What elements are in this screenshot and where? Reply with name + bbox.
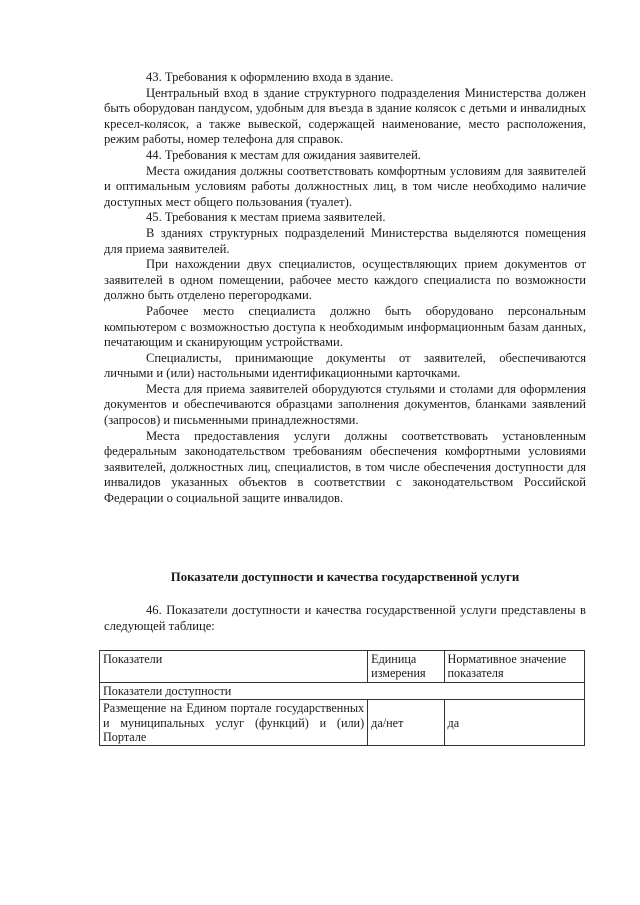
paragraph-45-accessibility: Места предоставления услуги должны соответствовать установленным федеральным законодательством требованиям обеспечения комфортными условиями заявителей, должностных лиц, специалистов, в том числе обеспечения доступности для инвалидов указанных объектов в соответствии с законодательством Российской Федерации о социальной защите инвалидов. [104, 428, 586, 506]
paragraph-45-furniture: Места для приема заявителей оборудуются стульями и столами для оформления документов и обеспечиваются образцами заполнения документов, бланками заявлений (запросов) и письменными принадлежностями. [104, 381, 586, 428]
table-header-row [100, 651, 585, 683]
group-accessibility: Показатели доступности [100, 682, 585, 699]
table-intro: 46. Показатели доступности и качества государственной услуги представлены в следующей таблице: [104, 603, 586, 633]
paragraph-45-specialists: При нахождении двух специалистов, осуществляющих прием документов от заявителей в одном помещении, рабочее место каждого специалиста по возможности должно быть отделено перегородками. [104, 257, 586, 303]
body-text [104, 70, 586, 507]
paragraph-45: 45. Требования к местам приема заявителей. [146, 210, 386, 225]
paragraph-45-workplace: Рабочее место специалиста должно быть оборудовано персональным компьютером с возможностью доступа к необходимым информационным базам данных, печатающим и сканирующим устройствами. [104, 303, 586, 350]
cell-unit: да/нет [368, 700, 444, 746]
header-indicators: Показатели [100, 651, 368, 683]
paragraph-44-waiting: Места ожидания должны соответствовать комфортным условиям для заявителей и оптимальным условиям работы должностных лиц, в том числе необходимо наличие доступных мест общего пользования (туалет). [104, 163, 586, 209]
table-group-row [100, 682, 585, 699]
header-unit: Единица измерения [368, 651, 444, 683]
paragraph-43-entrance: Центральный вход в здание структурного подразделения Министерства должен быть оборудован пандусом, удобным для въезда в здание колясок с детьми и инвалидных кресел-колясок, а также вывеской, содержащей наименование, место расположения, режим работы, номер телефона для справок. [104, 85, 586, 147]
cell-indicator: Размещение на Едином портале государственных и муниципальных услуг (функций) и (или) Портале [100, 700, 368, 746]
section-heading: Показатели доступности и качества государственной услуги [170, 570, 520, 584]
table-row [100, 700, 585, 746]
paragraph-43: 43. Требования к оформлению входа в здание. [146, 70, 394, 84]
cell-value: да [444, 700, 584, 746]
paragraph-45-cards: Специалисты, принимающие документы от заявителей, обеспечиваются личными и (или) настольными идентификационными карточками. [104, 350, 586, 381]
paragraph-44: 44. Требования к местам для ожидания заявителей. [146, 147, 421, 162]
header-normative: Нормативное значение показателя [444, 651, 584, 683]
paragraph-45-rooms: В зданиях структурных подразделений Министерства выделяются помещения для приема заявителей. [104, 225, 586, 256]
indicators-table [99, 650, 585, 746]
